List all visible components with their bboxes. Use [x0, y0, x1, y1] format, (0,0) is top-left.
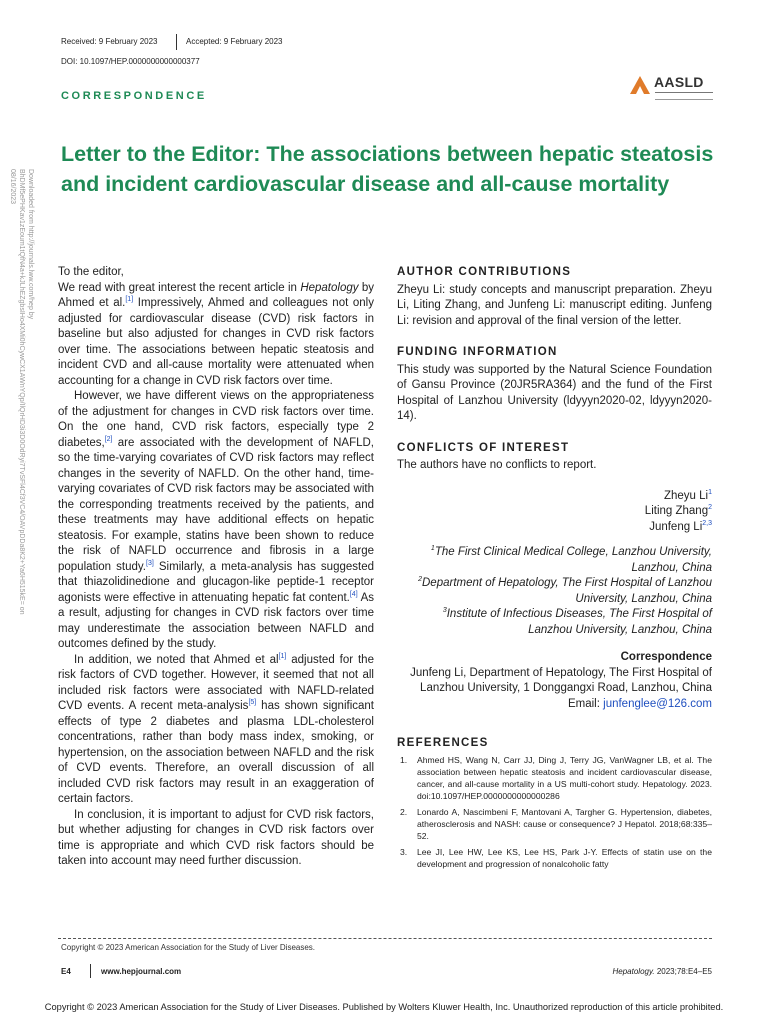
- citation-link[interactable]: [3]: [146, 559, 154, 567]
- aasld-logo: [628, 72, 714, 102]
- logo-text: AASLD: [654, 74, 704, 90]
- affiliation: $^2$Department of Hepatology, The First Hospital of Lanzhou University, Lanzhou, China: [418, 576, 712, 605]
- paragraph-2: However, we have different views on the appropriateness of the adjustment for changes in CVD risk factors over time. On the one hand, CVD risk factors, especially type 2 diabetes,[2] are associated with the development of NAFLD, so the time-varying covariates of CVD risk factors may reflect changes in the severity of NAFLD. On the other hand, time-varying covariates of CVD risk factors may be associated with the corresponding treatments received by the patients, and these treatments may have additional effects on hepatic steatosis. For example, statins have been shown to reduce the risk of NAFLD occurrence and fibrosis in a large population study.[3] Similarly, a meta-analysis has suggested that thiazolidinedione and glucagon-like peptide-1 receptor agonists were effective in attenuating hepatic fat content.[4] As a result, adjusting for changes in CVD risk factors over time may underestimate the association between NAFLD and outcomes defined by the study.: [58, 390, 374, 650]
- author-name: Liting Zhang$^2$: [644, 504, 712, 517]
- aasld-logo-icon: [628, 74, 652, 96]
- paragraph-4: In conclusion, it is important to adjust for CVD risk factors, but whether adjusting for changes in CVD risk factors over time is appropriate and which CVD risk factors should be taken into account may need further discussion.: [58, 808, 374, 867]
- download-side-note: Downloaded from http://journals.lww.com/hep by BhDMf5ePHKav1zEoum1tQfN4a+kJLhEZgbsIHo4XMi0hCywCX1AWnYQp/IlQrHD3i3D0OdRyi7TvSFl4Cf3VC4/OAVpDDa8K2+Ya6H515kE= on 08/16/2023: [9, 169, 34, 615]
- header-separator: [176, 34, 177, 50]
- journal-citation: Hepatology. 2023;78:E4–E5: [612, 967, 712, 976]
- correspondence-heading: Correspondence: [620, 651, 712, 663]
- correspondence-address: Junfeng Li, Department of Hepatology, The First Hospital of Lanzhou University, 1 Donggangxi Road, Lanzhou, China: [410, 666, 712, 694]
- citation-link[interactable]: [5]: [248, 699, 257, 707]
- email-link[interactable]: junfenglee@126.com: [603, 697, 712, 710]
- received-date: Received: 9 February 2023: [61, 37, 158, 46]
- footer-separator: [90, 964, 91, 978]
- footer-divider: [58, 938, 712, 939]
- reference-list: [397, 754, 712, 870]
- citation-link[interactable]: [4]: [349, 590, 358, 598]
- conflicts-text: The authors have no conflicts to report.: [397, 459, 597, 471]
- article-title: Letter to the Editor: The associations between hepatic steatosis and incident cardiovascular disease and all-cause mortality: [61, 142, 714, 196]
- contributions-text: Zheyu Li: study concepts and manuscript preparation. Zheyu Li, Liting Zhang, and Junfeng Li: manuscript editing. Junfeng Li: revision and approval of the final version of the letter.: [397, 283, 712, 327]
- affiliation-list: [397, 545, 712, 638]
- reference-item: 3. Lee JI, Lee HW, Lee KS, Lee HS, Park J-Y. Effects of statin use on the development and progression of nonalcoholic fatty: [400, 846, 712, 869]
- doi-text: DOI: 10.1097/HEP.0000000000000377: [61, 57, 200, 66]
- paragraph-3: In addition, we noted that Ahmed et al[1] adjusted for the risk factors of CVD together. However, it seemed that not all included risk factors were associated with NAFLD-related CVD events. A recent meta-analysis[5] has shown significant effects of type 2 diabetes and plasma LDL-cholesterol concentrations, rather than body mass index, smoking, or hypertension, on the association between NAFLD and the risk of CVD events. Therefore, an overall discussion of all included CVD risk factors may result in an exaggeration of certain factors.: [58, 652, 374, 805]
- bottom-copyright-banner: Copyright © 2023 American Association for the Study of Liver Diseases. Published by Wolters Kluwer Health, Inc. Unauthorized reproduction of this article prohibited.: [44, 1002, 724, 1012]
- paragraph-1: We read with great interest the recent article in Hepatology by Ahmed et al.[1] Impressively, Ahmed and colleagues not only adjusted for cardiovascular disease (CVD) risk factors in baseline but also adjusted for changes in CVD risk factors over time. The associations between hepatic steatosis and incident CVD and all-cause mortality were attenuated when accounting for a change in CVD risk factors over time.: [58, 281, 375, 387]
- citation-link[interactable]: [2]: [104, 435, 113, 443]
- conflicts-heading: CONFLICTS OF INTEREST: [397, 441, 570, 454]
- author-list: [397, 489, 712, 536]
- reference-item: 1. Ahmed HS, Wang N, Carr JJ, Ding J, Terry JG, VanWagner LB, et al. The association between hepatic steatosis and incident cardiovascular disease, cancer, and all-cause mortality in a US multi-cohort study. Hepatology. 2023. doi:10.1097/HEP.0000000000000286: [400, 754, 712, 801]
- letter-body: [58, 265, 374, 870]
- salutation: To the editor,: [58, 266, 124, 278]
- funding-text: This study was supported by the Natural Science Foundation of Gansu Province (20JR5RA364) and the fund of the First Hospital of Lanzhou University (ldyyyn2020-02, ldyyyn2020-14).: [397, 363, 712, 422]
- citation-link[interactable]: [1]: [125, 296, 134, 304]
- journal-site-link[interactable]: www.hepjournal.com: [101, 967, 182, 976]
- references-heading: REFERENCES: [397, 737, 489, 749]
- section-label: CORRESPONDENCE: [61, 90, 207, 102]
- citation-link[interactable]: [1]: [278, 652, 287, 660]
- affiliation: $^3$Institute of Infectious Diseases, The First Hospital of Lanzhou University, Lanzhou, China: [442, 607, 712, 636]
- author-name: Zheyu Li$^1$: [663, 488, 712, 502]
- back-matter: [397, 265, 712, 874]
- author-name: Junfeng Li$^{2,3}$: [649, 519, 712, 533]
- page-number: E4: [61, 967, 71, 976]
- logo-tagline-lines: [655, 92, 713, 100]
- funding-heading: FUNDING INFORMATION: [397, 346, 558, 358]
- accepted-date: Accepted: 9 February 2023: [186, 37, 283, 46]
- reference-item: 2. Lonardo A, Nascimbeni F, Mantovani A, Targher G. Hypertension, diabetes, atherosclerosis and NASH: cause or consequence? J Hepatol. 2018;68:335–52.: [400, 806, 712, 841]
- correspondence-email-line: Email: junfenglee@126.com: [567, 697, 712, 710]
- copyright-line: Copyright © 2023 American Association for the Study of Liver Diseases.: [61, 943, 316, 952]
- contributions-heading: AUTHOR CONTRIBUTIONS: [397, 266, 572, 278]
- affiliation: $^1$The First Clinical Medical College, Lanzhou University, Lanzhou, China: [430, 545, 712, 574]
